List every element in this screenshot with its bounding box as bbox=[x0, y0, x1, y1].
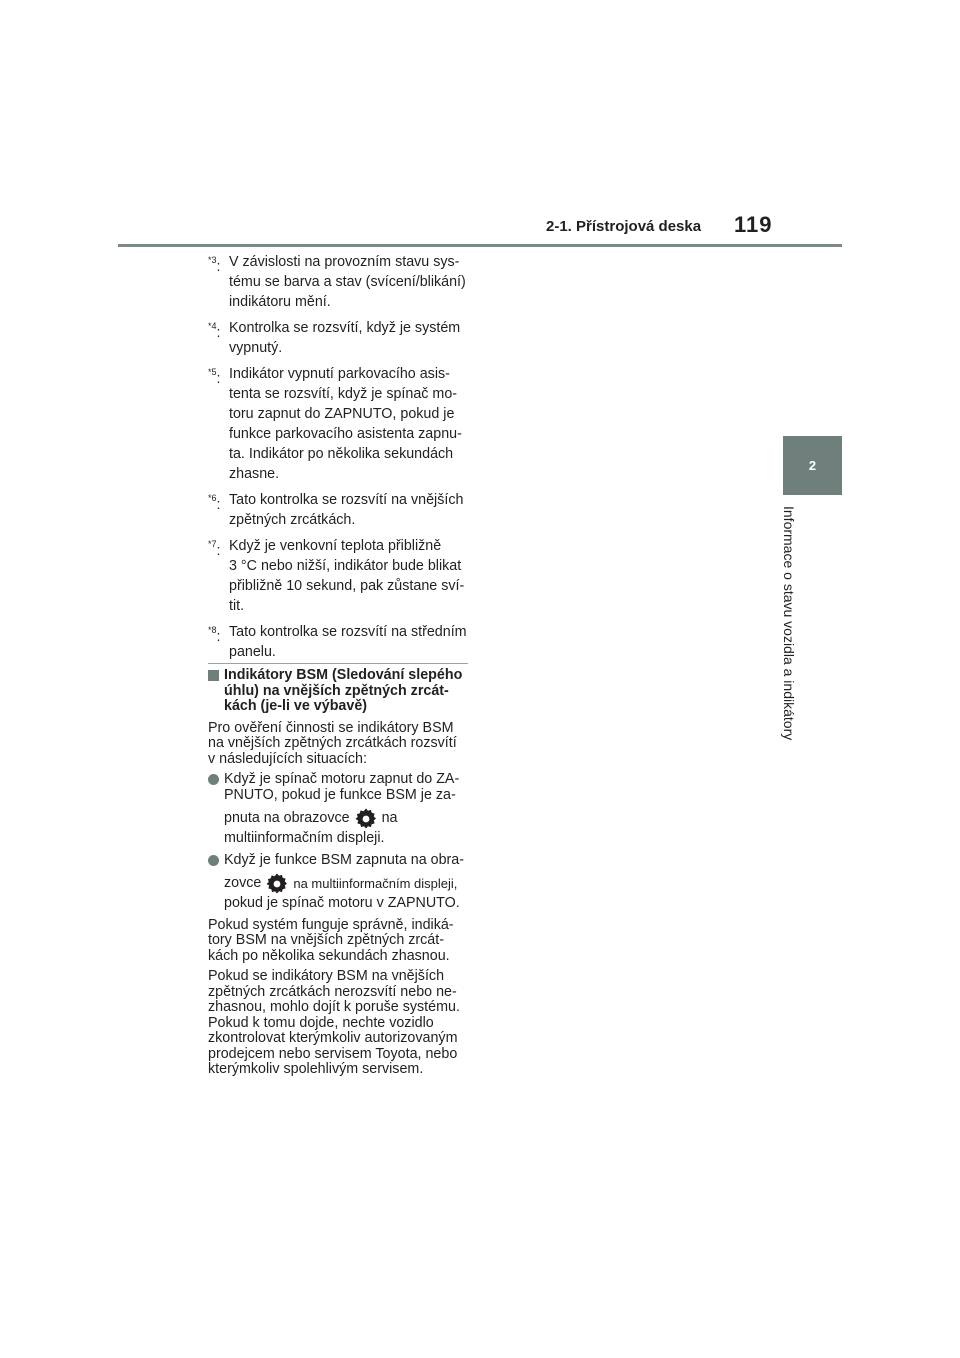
footnote-line: přibližně 10 sekund, pak zůstane sví- bbox=[229, 578, 465, 594]
footnote bbox=[208, 318, 470, 358]
footnote-number: *8 bbox=[208, 625, 217, 635]
footnote bbox=[208, 490, 470, 530]
list-item bbox=[208, 772, 470, 847]
text-line: prodejcem nebo servisem Toyota, nebo bbox=[208, 1045, 458, 1062]
text-line: Pro ověření činnosti se indikátory BSM bbox=[208, 719, 454, 736]
paragraph bbox=[208, 969, 470, 1078]
footnote-line: Když je venkovní teplota přibližně bbox=[229, 538, 442, 554]
footnote-line: V závislosti na provozním stavu sys- bbox=[229, 254, 460, 270]
footnote-line: 3 °C nebo nižší, indikátor bude blikat bbox=[229, 558, 462, 574]
footnote-line: Tato kontrolka se rozsvítí na vnějších bbox=[229, 492, 464, 508]
footnote-line: Indikátor vypnutí parkovacího asis- bbox=[229, 366, 450, 382]
footnotes bbox=[208, 252, 470, 668]
footnote-marker: $^{*5}$: bbox=[208, 367, 221, 387]
footnote-line: toru zapnut do ZAPNUTO, pokud je bbox=[229, 406, 455, 422]
text-line: pokud je spínač motoru v ZAPNUTO. bbox=[224, 895, 460, 911]
text-line: kterýmkoliv spolehlivým servisem. bbox=[208, 1061, 424, 1077]
icon-line bbox=[224, 807, 470, 831]
footnote-line: funkce parkovacího asistenta zapnu- bbox=[229, 426, 462, 442]
footnote-line: indikátoru mění. bbox=[229, 294, 331, 310]
circle-bullet-icon bbox=[208, 774, 219, 785]
footnote-line: panelu. bbox=[229, 644, 276, 660]
footnote-line: ta. Indikátor po několika sekundách bbox=[229, 446, 454, 462]
footnote bbox=[208, 622, 470, 662]
text-line: zpětných zrcátkách nerozsvítí nebo ne- bbox=[208, 983, 457, 1000]
header-rule bbox=[118, 244, 842, 247]
paragraph bbox=[208, 918, 470, 965]
footnote-marker: $^{*4}$: bbox=[208, 321, 221, 341]
bsm-section bbox=[208, 668, 470, 1083]
text-line: PNUTO, pokud je funkce BSM je za- bbox=[224, 786, 456, 803]
icon-line bbox=[224, 872, 470, 896]
footnote-number: *5 bbox=[208, 367, 217, 377]
footnote bbox=[208, 364, 470, 484]
text-line: kách po několika sekundách zhasnou. bbox=[208, 947, 450, 964]
footnote-number: *6 bbox=[208, 493, 217, 503]
footnote-line: tit. bbox=[229, 598, 245, 614]
chapter-number: 2 bbox=[808, 458, 817, 473]
footnote-line: tému se barva a stav (svícení/blikání) bbox=[229, 274, 466, 290]
text-fragment: na bbox=[381, 810, 398, 827]
footnote-number: *3 bbox=[208, 255, 217, 265]
footnote-line: zpětných zrcátkách. bbox=[229, 512, 356, 528]
section-heading bbox=[208, 668, 470, 715]
text-line: multiinformačním displeji. bbox=[224, 830, 385, 846]
footnote-marker: $^{*3}$: bbox=[208, 255, 221, 275]
footnote-line: Kontrolka se rozsvítí, když je systém bbox=[229, 320, 461, 336]
text-line: zhasnou, mohlo dojít k poruše systému. bbox=[208, 999, 460, 1015]
footnote-marker: $^{*8}$: bbox=[208, 625, 221, 645]
gear-icon bbox=[265, 872, 289, 896]
footnote-number: *4 bbox=[208, 321, 217, 331]
page-number: 119 bbox=[734, 212, 773, 237]
gear-icon bbox=[354, 807, 378, 831]
heading-line: úhlu) na vnějších zpětných zrcát- bbox=[224, 682, 449, 699]
footnote-line: tenta se rozsvítí, když je spínač mo- bbox=[229, 386, 458, 402]
text-line: Když je spínač motoru zapnut do ZA- bbox=[224, 771, 460, 787]
list-item bbox=[208, 853, 470, 912]
footnote-marker: $^{*7}$: bbox=[208, 539, 221, 559]
square-bullet-icon bbox=[208, 670, 219, 681]
footnote-number: *7 bbox=[208, 539, 217, 549]
footnote bbox=[208, 536, 470, 616]
text-line: na vnějších zpětných zrcátkách rozsvítí bbox=[208, 735, 457, 751]
heading-line: Indikátory BSM (Sledování slepého bbox=[224, 667, 463, 683]
section-divider bbox=[208, 663, 468, 664]
chapter-title: Informace o stavu vozidla a indikátory bbox=[781, 506, 797, 741]
text-line: zkontrolovat kterýmkoliv autorizovaným bbox=[208, 1030, 458, 1046]
text-fragment: pnuta na obrazovce bbox=[224, 810, 350, 827]
text-line: Když je funkce BSM zapnuta na obra- bbox=[224, 851, 465, 868]
text-line: Pokud systém funguje správně, indiká- bbox=[208, 916, 454, 933]
footnote-line: vypnutý. bbox=[229, 340, 283, 356]
footnote-line: Tato kontrolka se rozsvítí na středním bbox=[229, 624, 467, 640]
text-fragment: zovce bbox=[224, 875, 262, 892]
text-fragment: na multiinformačním displeji, bbox=[293, 876, 458, 892]
heading-line: kách (je-li ve výbavě) bbox=[224, 698, 368, 714]
footnote bbox=[208, 252, 470, 312]
header-section-title: 2-1. Přístrojová deska bbox=[546, 218, 702, 235]
text-line: Pokud k tomu dojde, nechte vozidlo bbox=[208, 1014, 434, 1031]
footnote-marker: $^{*6}$: bbox=[208, 493, 221, 513]
text-line: v následujících situacích: bbox=[208, 750, 367, 767]
text-line: tory BSM na vnějších zpětných zrcát- bbox=[208, 932, 444, 948]
text-line: Pokud se indikátory BSM na vnějších bbox=[208, 968, 445, 984]
chapter-tab bbox=[783, 436, 842, 495]
intro-paragraph bbox=[208, 721, 470, 768]
footnote-line: zhasne. bbox=[229, 466, 280, 482]
circle-bullet-icon bbox=[208, 855, 219, 866]
